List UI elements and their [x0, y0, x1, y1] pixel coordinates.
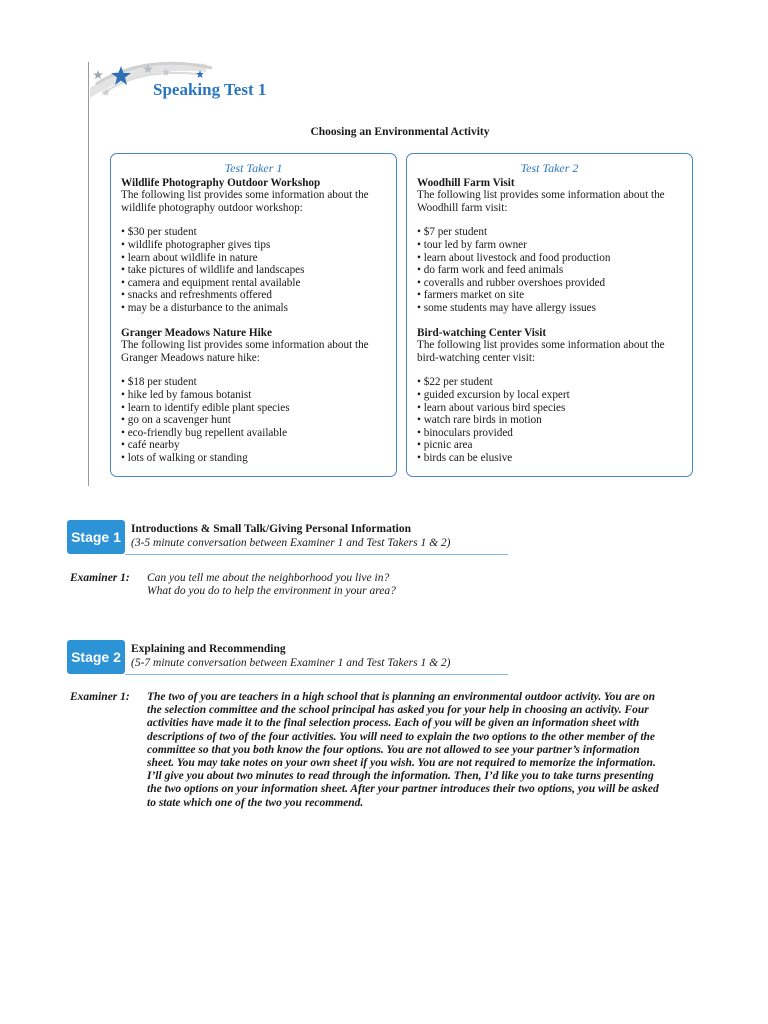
intro-line: The following list provides some information about the [121, 339, 369, 352]
activity-list [417, 376, 682, 464]
list-item: • $7 per student [417, 226, 682, 239]
list-item: • guided excursion by local expert [417, 389, 682, 402]
activity-name: Woodhill Farm Visit [417, 176, 515, 189]
stage-2-subtitle: (5-7 minute conversation between Examiner 1 and Test Takers 1 & 2) [131, 657, 451, 669]
stage-1-title: Introductions & Small Talk/Giving Personal Information [131, 523, 411, 535]
intro-line: The following list provides some information about the [121, 189, 369, 202]
activity-list [121, 226, 386, 314]
list-item: • may be a disturbance to the animals [121, 302, 386, 315]
box-heading: Test Taker 2 [520, 161, 579, 175]
prompt-line: the selection committee and the school principal has asked you for your help in choosing an activity. Four [147, 704, 649, 717]
intro-line: bird-watching center visit: [417, 351, 536, 364]
list-item: • watch rare birds in motion [417, 414, 682, 427]
prompt-line: Can you tell me about the neighborhood you live in? [147, 572, 390, 584]
activity-name: Wildlife Photography Outdoor Workshop [121, 176, 321, 189]
activity-name: Granger Meadows Nature Hike [121, 326, 272, 339]
list-item: • eco-friendly bug repellent available [121, 427, 386, 440]
list-item: • learn to identify edible plant species [121, 402, 386, 415]
list-item: • some students may have allergy issues [417, 302, 682, 315]
intro-line: Granger Meadows nature hike: [121, 351, 260, 364]
activity-block [121, 327, 386, 465]
prompt-line: sheet. You may take notes on your own sheet if you wish. You are not required to memorize the information. [147, 757, 656, 770]
prompt-line: activities have made it to the final selection process. Each of you will be given an information sheet with [147, 717, 640, 730]
prompt-line: What do you do to help the environment in your area? [147, 585, 396, 598]
list-item: • wildlife photographer gives tips [121, 239, 386, 252]
stage-2-examiner-text [147, 691, 707, 810]
stage-2-title: Explaining and Recommending [131, 643, 286, 655]
stage-1-rule [125, 554, 508, 555]
activity-intro [121, 339, 386, 364]
list-item: • $18 per student [121, 376, 386, 389]
list-item: • take pictures of wildlife and landscapes [121, 264, 386, 277]
list-item: • camera and equipment rental available [121, 277, 386, 290]
box-heading: Test Taker 1 [224, 161, 283, 175]
list-item: • farmers market on site [417, 289, 682, 302]
activity-block [121, 177, 386, 315]
activity-intro [417, 189, 682, 214]
test-taker-2-box [406, 153, 693, 477]
activity-name: Bird-watching Center Visit [417, 326, 547, 339]
list-item: • snacks and refreshments offered [121, 289, 386, 302]
activity-list [121, 376, 386, 464]
intro-line: wildlife photography outdoor workshop: [121, 201, 303, 214]
prompt-line: the two options on your information sheet. After your partner introduces their two options, you will be asked [147, 783, 659, 796]
examiner-label: Examiner 1: [70, 572, 130, 584]
stage-1-badge: Stage 1 [67, 520, 125, 554]
list-item: • café nearby [121, 439, 386, 452]
list-item: • $30 per student [121, 226, 386, 239]
intro-line: The following list provides some information about the [417, 189, 665, 202]
activity-block [417, 327, 682, 465]
activity-intro [121, 189, 386, 214]
activity-intro [417, 339, 682, 364]
star-icon [93, 70, 103, 79]
stage-1-subtitle: (3-5 minute conversation between Examiner 1 and Test Takers 1 & 2) [131, 537, 451, 549]
prompt-line: The two of you are teachers in a high school that is planning an environmental outdoor activity. You are on [147, 691, 655, 703]
list-item: • binoculars provided [417, 427, 682, 440]
list-item: • birds can be elusive [417, 452, 682, 465]
stage-2-rule [125, 674, 508, 675]
page-subtitle: Choosing an Environmental Activity [310, 126, 490, 138]
stage-2-badge: Stage 2 [67, 640, 125, 674]
test-taker-1-box [110, 153, 397, 477]
list-item: • lots of walking or standing [121, 452, 386, 465]
list-item: • do farm work and feed animals [417, 264, 682, 277]
prompt-line: I’ll give you about two minutes to read through the information. Then, I’d like you to take turns presenting [147, 770, 654, 783]
examiner-label: Examiner 1: [70, 691, 130, 703]
list-item: • picnic area [417, 439, 682, 452]
list-item: • go on a scavenger hunt [121, 414, 386, 427]
prompt-line: to state which one of the two you recommend. [147, 796, 364, 809]
activity-list [417, 226, 682, 314]
prompt-line: descriptions of two of the four activities. You will need to explain the two options to the other member of the [147, 730, 656, 743]
intro-line: Woodhill farm visit: [417, 201, 508, 214]
list-item: • $22 per student [417, 376, 682, 389]
intro-line: The following list provides some information about the [417, 339, 665, 352]
page-title: Speaking Test 1 [153, 80, 267, 99]
stage-1-examiner-text [147, 572, 396, 598]
list-item: • hike led by famous botanist [121, 389, 386, 402]
list-item: • learn about wildlife in nature [121, 252, 386, 265]
prompt-line: committee so that you both know the four options. You are not allowed to see your partner’s information [147, 743, 640, 756]
list-item: • coveralls and rubber overshoes provided [417, 277, 682, 290]
list-item: • learn about livestock and food production [417, 252, 682, 265]
list-item: • learn about various bird species [417, 402, 682, 415]
list-item: • tour led by farm owner [417, 239, 682, 252]
activity-block [417, 177, 682, 315]
